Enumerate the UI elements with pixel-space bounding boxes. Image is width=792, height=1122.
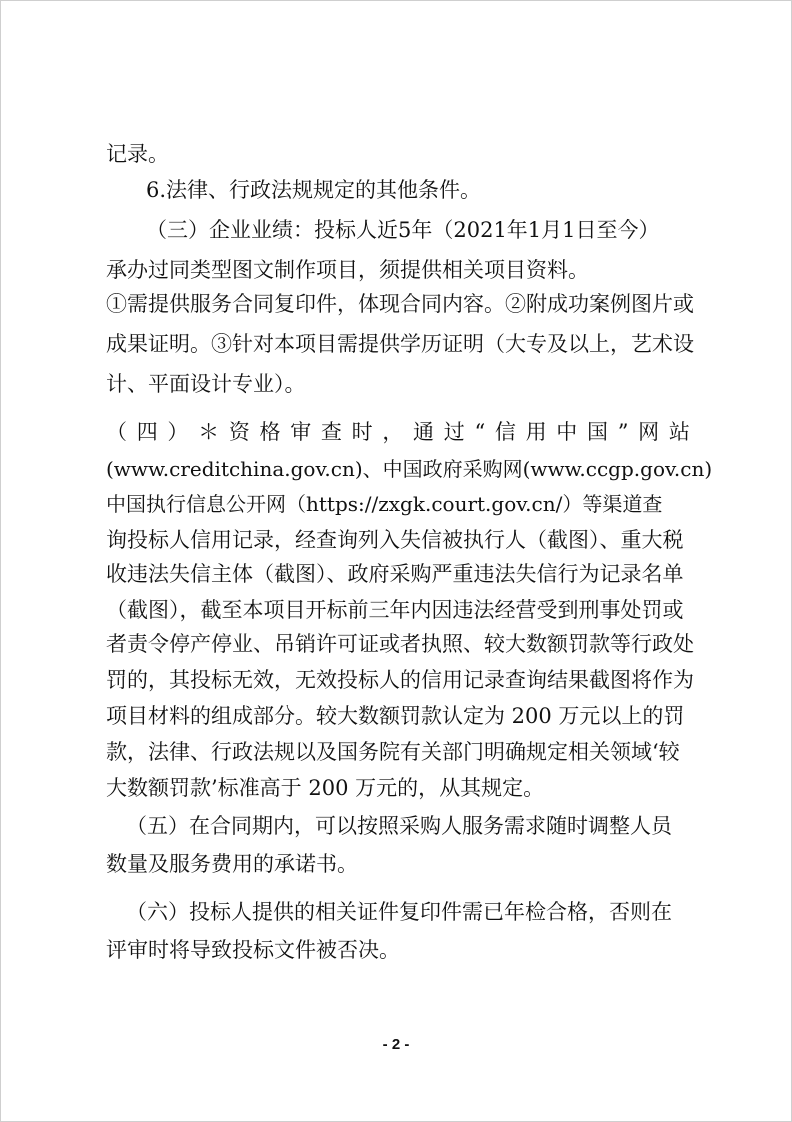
paragraph-line: 中国执行信息公开网（https://zxgk.court.gov.cn/）等渠道查 xyxy=(106,492,663,516)
paragraph-line: 询投标人信用记录，经查询列入失信被执行人（截图）、重大税 xyxy=(106,528,684,552)
paragraph-line: 6.法律、行政法规规定的其他条件。 xyxy=(146,178,482,202)
paragraph-line: 记录。 xyxy=(106,142,169,166)
paragraph-line: 计、平面设计专业）。 xyxy=(106,372,306,396)
heading-char: 通 xyxy=(413,420,435,444)
paragraph-line: 罚的，其投标无效，无效投标人的信用记录查询结果截图将作为 xyxy=(106,668,694,692)
heading-char: 审 xyxy=(290,420,312,444)
paragraph-line: ①需提供服务合同复印件，体现合同内容。②附成功案例图片或 xyxy=(106,292,694,316)
paragraph-line: 收违法失信主体（截图）、政府采购严重违法失信行为记录名单 xyxy=(106,562,684,586)
heading-char: 国 xyxy=(587,420,608,444)
paragraph-line: 款，法律、行政法规以及国务院有关部门明确规定相关领域‘较 xyxy=(106,740,680,764)
paragraph-line: 者责令停产停业、吊销许可证或者执照、较大数额罚款等行政处 xyxy=(106,632,694,656)
heading-char: 网 xyxy=(638,420,660,444)
paragraph-line: (www.creditchina.gov.cn)、中国政府采购网(www.ccgp.gov.cn) xyxy=(106,457,713,481)
heading-char: 信 xyxy=(494,420,516,444)
paragraph-line: 数量及服务费用的承诺书。 xyxy=(106,852,358,876)
heading-char: 查 xyxy=(320,420,342,444)
heading-char: 中 xyxy=(556,420,578,444)
paragraph-line: （五）在合同期内，可以按照采购人服务需求随时调整人员 xyxy=(126,814,672,838)
paragraph-line: 评审时将导致投标文件被否决。 xyxy=(106,938,400,962)
heading-char: “ xyxy=(474,420,486,444)
heading-char: 四 xyxy=(136,420,158,444)
paragraph-line: （截图），截至本项目开标前三年内因违法经营受到刑事处罚或 xyxy=(106,598,684,622)
paragraph-line: （三）企业业绩：投标人近5年（2021年1月1日至今） xyxy=(146,218,660,242)
heading-char: ” xyxy=(617,420,629,444)
paragraph-line: 成果证明。③针对本项目需提供学历证明（大专及以上，艺术设 xyxy=(106,332,694,356)
paragraph-line: 大数额罚款’标准高于 200 万元的，从其规定。 xyxy=(106,776,545,800)
heading-char: 站 xyxy=(668,420,690,444)
heading-char: ＊ xyxy=(198,420,220,444)
heading-char: 过 xyxy=(443,420,465,444)
heading-char: 资 xyxy=(228,420,250,444)
page-number: - 2 - xyxy=(382,1036,410,1053)
heading-char: ， xyxy=(382,420,404,444)
spread-heading-line xyxy=(106,418,690,446)
heading-char: 格 xyxy=(259,420,281,444)
heading-char: 时 xyxy=(351,420,373,444)
heading-char: （ xyxy=(106,420,127,444)
paragraph-line: 项目材料的组成部分。较大数额罚款认定为 200 万元以上的罚 xyxy=(106,704,685,728)
heading-char: ） xyxy=(167,420,189,444)
paragraph-line: 承办过同类型图文制作项目，须提供相关项目资料。 xyxy=(106,258,589,282)
heading-char: 用 xyxy=(525,420,547,444)
paragraph-line: （六）投标人提供的相关证件复印件需已年检合格，否则在 xyxy=(126,900,672,924)
